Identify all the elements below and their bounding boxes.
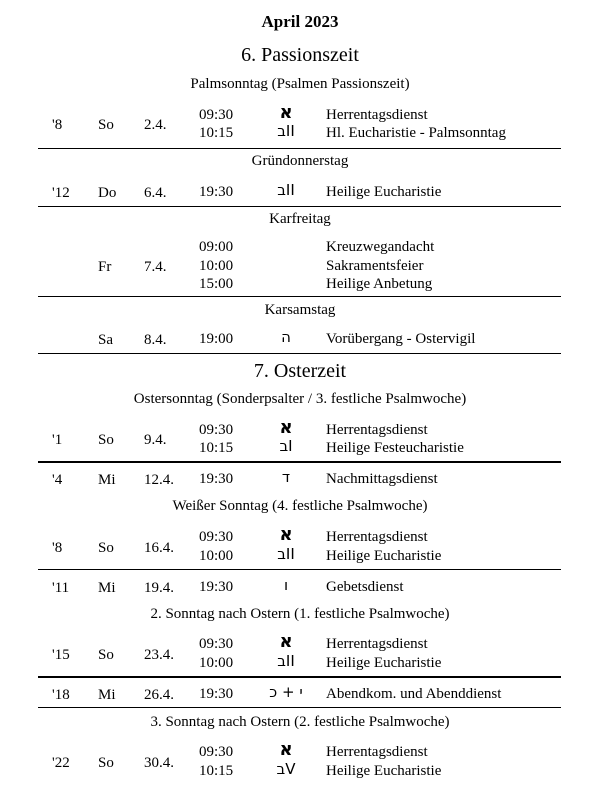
service-time: 19:30 <box>199 686 234 702</box>
liturgical-day-title: Ostersonntag (Sonderpsalter / 3. festliche Psalmwoche) <box>133 391 467 407</box>
service-time: 15:00 <box>199 276 234 292</box>
week-number: '8 <box>52 117 63 133</box>
section-divider <box>38 569 561 570</box>
week-number: '8 <box>52 539 63 556</box>
service-description: Gebetsdienst <box>326 579 404 595</box>
service-description: Heilige Anbetung <box>326 276 433 292</box>
date: 2.4. <box>144 117 167 133</box>
date: 16.4. <box>144 539 174 556</box>
weekday: So <box>98 539 114 556</box>
service-time: 19:30 <box>199 579 234 595</box>
week-number: '1 <box>52 432 63 448</box>
service-symbol: כ + י <box>269 683 303 701</box>
service-description: Heilige Eucharistie <box>326 655 442 671</box>
service-time: 10:00 <box>199 258 234 274</box>
date: 6.4. <box>144 185 167 201</box>
service-time: 09:30 <box>199 636 234 652</box>
service-description: Heilige Eucharistie <box>326 548 442 564</box>
service-description: Sakramentsfeier <box>326 258 424 274</box>
service-description: Herrentagsdienst <box>326 744 428 760</box>
date: 19.4. <box>144 580 174 596</box>
service-symbol: בⅠⅠ <box>277 545 295 563</box>
weekday: Mi <box>98 687 116 703</box>
service-description: Abendkom. und Abenddienst <box>326 686 502 702</box>
liturgical-day-title: Weißer Sonntag (4. festliche Psalmwoche) <box>172 498 428 514</box>
date: 23.4. <box>144 646 174 663</box>
service-time: 10:15 <box>199 125 234 141</box>
section-divider <box>38 462 561 463</box>
service-symbol: בV <box>276 760 296 778</box>
service-symbol: א <box>279 102 293 123</box>
week-number: '4 <box>52 472 63 488</box>
service-description: Nachmittagsdienst <box>326 471 438 487</box>
liturgical-day-title: Gründonnerstag <box>251 153 349 169</box>
section-divider <box>38 296 561 297</box>
service-description: Vorübergang - Ostervigil <box>326 331 476 347</box>
season-heading: 7. Osterzeit <box>253 360 347 382</box>
liturgical-day-title: 2. Sonntag nach Ostern (1. festliche Psalmwoche) <box>150 606 450 622</box>
season-heading: 6. Passionszeit <box>241 44 359 66</box>
service-description: Herrentagsdienst <box>326 107 428 123</box>
service-time: 10:15 <box>199 440 234 456</box>
service-symbol: בⅠⅠ <box>277 181 295 199</box>
service-description: Heilige Festeucharistie <box>326 440 464 456</box>
service-symbol: א <box>279 739 293 760</box>
service-symbol: א <box>279 417 293 438</box>
weekday: Mi <box>98 580 116 596</box>
month-title: April 2023 <box>261 12 339 31</box>
service-time: 09:30 <box>199 529 234 545</box>
service-description: Kreuzwegandacht <box>326 239 435 255</box>
date: 9.4. <box>144 432 167 448</box>
section-divider <box>38 206 561 207</box>
weekday: So <box>98 432 114 448</box>
liturgical-day-title: Palmsonntag (Psalmen Passionszeit) <box>190 76 410 92</box>
service-time: 19:00 <box>199 331 234 347</box>
liturgical-day-title: Karsamstag <box>264 302 336 318</box>
service-symbol: א <box>279 631 293 652</box>
service-description: Herrentagsdienst <box>326 422 428 438</box>
service-time: 09:30 <box>199 744 234 760</box>
service-symbol: ה <box>281 328 291 346</box>
week-number: '18 <box>52 687 70 703</box>
service-symbol: א <box>279 524 293 545</box>
service-time: 19:30 <box>199 471 234 487</box>
section-divider <box>38 353 561 354</box>
weekday: So <box>98 117 114 133</box>
service-time: 09:30 <box>199 107 234 123</box>
date: 7.4. <box>144 258 167 275</box>
weekday: Sa <box>98 332 113 348</box>
service-description: Hl. Eucharistie - Palmsonntag <box>326 125 506 141</box>
service-time: 10:00 <box>199 548 234 564</box>
service-symbol: בⅠⅠ <box>277 122 295 140</box>
section-divider <box>38 148 561 149</box>
weekday: So <box>98 646 114 663</box>
date: 12.4. <box>144 472 174 488</box>
service-description: Heilige Eucharistie <box>326 763 442 779</box>
section-divider <box>38 707 561 708</box>
date: 30.4. <box>144 754 174 771</box>
date: 26.4. <box>144 687 174 703</box>
date: 8.4. <box>144 332 167 348</box>
service-symbol: בⅠ <box>279 437 293 455</box>
service-time: 10:00 <box>199 655 234 671</box>
service-description: Heilige Eucharistie <box>326 184 442 200</box>
service-time: 19:30 <box>199 184 234 200</box>
liturgical-day-title: 3. Sonntag nach Ostern (2. festliche Psalmwoche) <box>150 714 450 730</box>
weekday: Do <box>98 185 117 201</box>
service-time: 10:15 <box>199 763 234 779</box>
service-description: Herrentagsdienst <box>326 636 428 652</box>
service-time: 09:30 <box>199 422 234 438</box>
week-number: '11 <box>52 580 70 596</box>
liturgical-day-title: Karfreitag <box>269 211 331 227</box>
service-symbol: ד <box>281 468 291 486</box>
service-time: 09:00 <box>199 239 234 255</box>
week-number: '15 <box>52 646 70 663</box>
weekday: Mi <box>98 472 116 488</box>
week-number: '22 <box>52 754 70 771</box>
service-symbol: ו <box>283 576 289 594</box>
section-divider <box>38 677 561 678</box>
weekday: So <box>98 754 114 771</box>
service-symbol: בⅠⅠ <box>277 652 295 670</box>
weekday: Fr <box>98 258 112 275</box>
service-description: Herrentagsdienst <box>326 529 428 545</box>
week-number: '12 <box>52 185 70 201</box>
